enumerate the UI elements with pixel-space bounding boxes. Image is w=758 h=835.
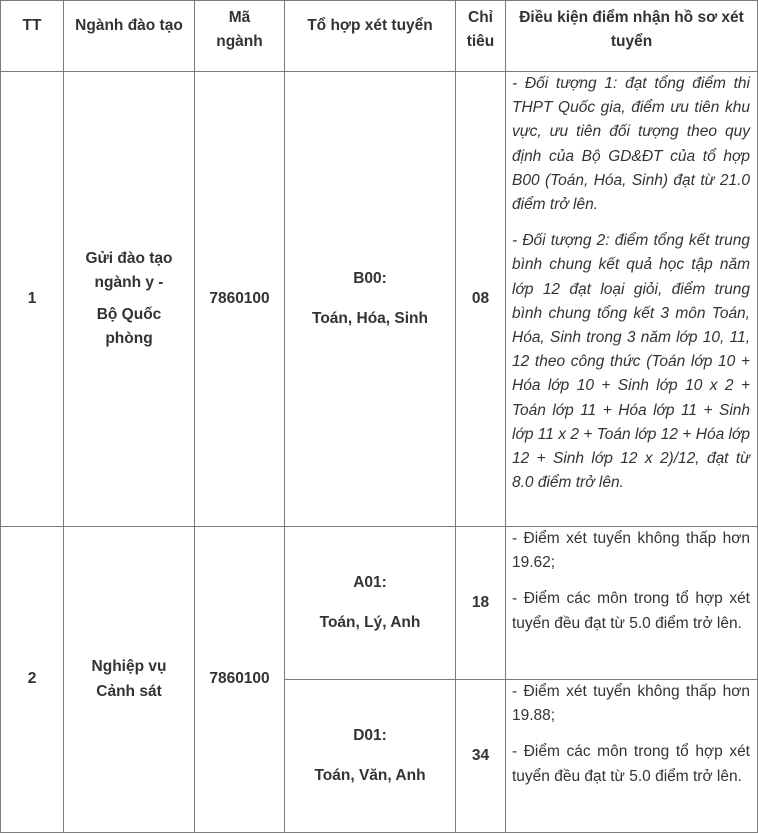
- combo-code: A01:: [353, 573, 387, 591]
- cell-combo: [285, 527, 456, 680]
- condition-item: - Điểm xét tuyển không thấp hơn 19.62;: [512, 530, 750, 572]
- combo-code: B00:: [353, 269, 387, 287]
- table-row: [1, 527, 758, 680]
- cell-tt: 1: [1, 72, 64, 527]
- header-condition: Điều kiện điểm nhận hồ sơ xét tuyển: [506, 1, 758, 72]
- header-tt: TT: [1, 1, 64, 72]
- cell-major: [64, 527, 195, 833]
- cell-tt: 2: [1, 527, 64, 833]
- cell-code: 7860100: [195, 72, 285, 527]
- condition-item: - Đối tượng 1: đạt tổng điểm thi THPT Quốc gia, điểm ưu tiên khu vực, ưu tiên đối tượng theo quy định của Bộ GD&ĐT của tổ hợp B00 (Toán, Hóa, Sinh) đạt từ 21.0 điểm trở lên.: [512, 75, 750, 214]
- cell-condition: [506, 680, 758, 833]
- table-row: [1, 72, 758, 527]
- condition-item: - Điểm các môn trong tổ hợp xét tuyển đều đạt từ 5.0 điểm trở lên.: [512, 743, 750, 785]
- major-line-1: Gửi đào tạo ngành y -: [85, 249, 173, 291]
- condition-item: - Điểm xét tuyển không thấp hơn 19.88;: [512, 683, 750, 725]
- header-major: Ngành đào tạo: [64, 1, 195, 72]
- condition-item: - Đối tượng 2: điểm tổng kết trung bình chung kết quả học tập năm lớp 12 đạt loại giỏi, điểm trung bình chung tổng kết 3 môn Toán, Hóa, Sinh trong 3 năm lớp 10, 11, 12 theo công thức (Toán lớp 10 + Hóa lớp 10 + Sinh lớp 10 x 2 + Toán lớp 11 + Hóa lớp 11 + Sinh lớp 11 x 2 + Toán lớp 12 + Hóa lớp 12 + Sinh lớp 12 x 2)/12, đạt từ 8.0 điểm trở lên.: [512, 232, 750, 492]
- combo-code: D01:: [353, 726, 387, 744]
- cell-major: [64, 72, 195, 527]
- cell-quota: 34: [456, 680, 506, 833]
- combo-subjects: Toán, Lý, Anh: [319, 614, 421, 631]
- header-quota: Chỉ tiêu: [456, 1, 506, 72]
- header-code: Mã ngành: [195, 1, 285, 72]
- cell-condition: [506, 527, 758, 680]
- cell-quota: 08: [456, 72, 506, 527]
- cell-combo: [285, 680, 456, 833]
- condition-item: - Điểm các môn trong tổ hợp xét tuyển đều đạt từ 5.0 điểm trở lên.: [512, 590, 750, 632]
- table-header-row: [1, 1, 758, 72]
- cell-combo: [285, 72, 456, 527]
- major-name: Nghiệp vụ Cảnh sát: [91, 658, 167, 700]
- major-line-2: Bộ Quốc phòng: [96, 306, 162, 348]
- combo-subjects: Toán, Văn, Anh: [314, 767, 426, 784]
- cell-quota: 18: [456, 527, 506, 680]
- cell-code: 7860100: [195, 527, 285, 833]
- header-combo: Tổ hợp xét tuyển: [285, 1, 456, 72]
- cell-condition: [506, 72, 758, 527]
- combo-subjects: Toán, Hóa, Sinh: [312, 310, 428, 327]
